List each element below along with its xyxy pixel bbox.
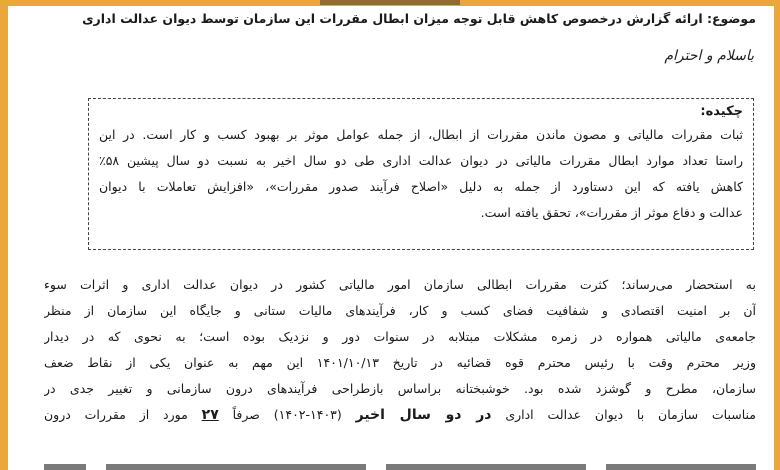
cut-off-text-fragment <box>386 464 586 470</box>
cut-off-text-fragment <box>606 464 756 470</box>
cut-off-text-fragment <box>106 464 366 470</box>
body-text-segment: مورد از مقررات درون <box>44 407 202 422</box>
abstract-box <box>88 98 754 250</box>
body-paragraph <box>44 272 756 428</box>
body-text-segment: (۱۴۰۳-۱۴۰۲) صرفاً <box>218 407 356 422</box>
abstract-line: کاهش یافته که این دستاورد از جمله به دلیل «اصلاح فرآیند صدور مقررات»، «افزایش تعاملات با دیوان <box>99 179 743 194</box>
abstract-line: عدالت و دفاع موثر از مقررات»، تحقق یافته است. <box>480 205 743 220</box>
body-line: آن بر امنیت اقتصادی و شفافیت فضای کسب و کار، فرآیندهای مالیات ستانی و جایگاه این سازمان از منظر <box>44 303 756 318</box>
cut-off-header-text <box>320 0 460 5</box>
abstract-line: ثبات مقررات مالیاتی و مصون ماندن مقررات از ابطال، از جمله عوامل موثر بر بهبود کسب و کار است. در این <box>99 127 743 142</box>
body-line: به استحضار می‌رساند؛ کثرت مقررات ابطالی سازمان امور مالیاتی کشور در دیوان عدالت اداری و اثرات سوء <box>44 277 756 292</box>
cut-off-text-line <box>44 460 756 470</box>
emphasis-count: ۲۷ <box>201 407 219 423</box>
salutation: باسلام و احترام <box>664 48 754 64</box>
abstract-title: چکیده: <box>700 104 743 119</box>
body-line-emphasis <box>44 402 756 428</box>
cut-off-text-fragment <box>44 464 86 470</box>
emphasis-two-years: در دو سال اخیر <box>355 407 492 423</box>
abstract-line: راستا تعداد موارد ابطال مقررات مالیاتی در دیوان عدالت اداری طی دو سال اخیر به نسبت دو سال پیشین ۵۸٪ <box>99 153 743 168</box>
document-subject: موضوع: ارائه گزارش درخصوص کاهش قابل توجه میزان ابطال مقررات این سازمان توسط دیوان عدالت اداری <box>82 11 756 26</box>
body-line: جامعه‌ی مالیاتی همواره در زمره مشکلات مبتلابه در سنوات دور و نزدیک بوده است؛ به نحوی که در دیدار <box>44 329 756 344</box>
left-frame-border <box>0 0 8 470</box>
right-frame-border <box>774 0 780 470</box>
body-text-segment: مناسبات سازمان با دیوان عدالت اداری <box>491 407 756 422</box>
body-line: وزیر محترم وقت با رئیس محترم قوه قضائیه در تاریخ ۱۴۰۱/۱۰/۱۳ این مهم به عنوان یکی از نقاط ضعف <box>44 355 756 370</box>
body-line: سازمان، مطرح و گوشزد شده بود. خوشبختانه براساس بازطراحی فرآیندهای درون سازمانی و تغییر جدی در <box>44 381 756 396</box>
